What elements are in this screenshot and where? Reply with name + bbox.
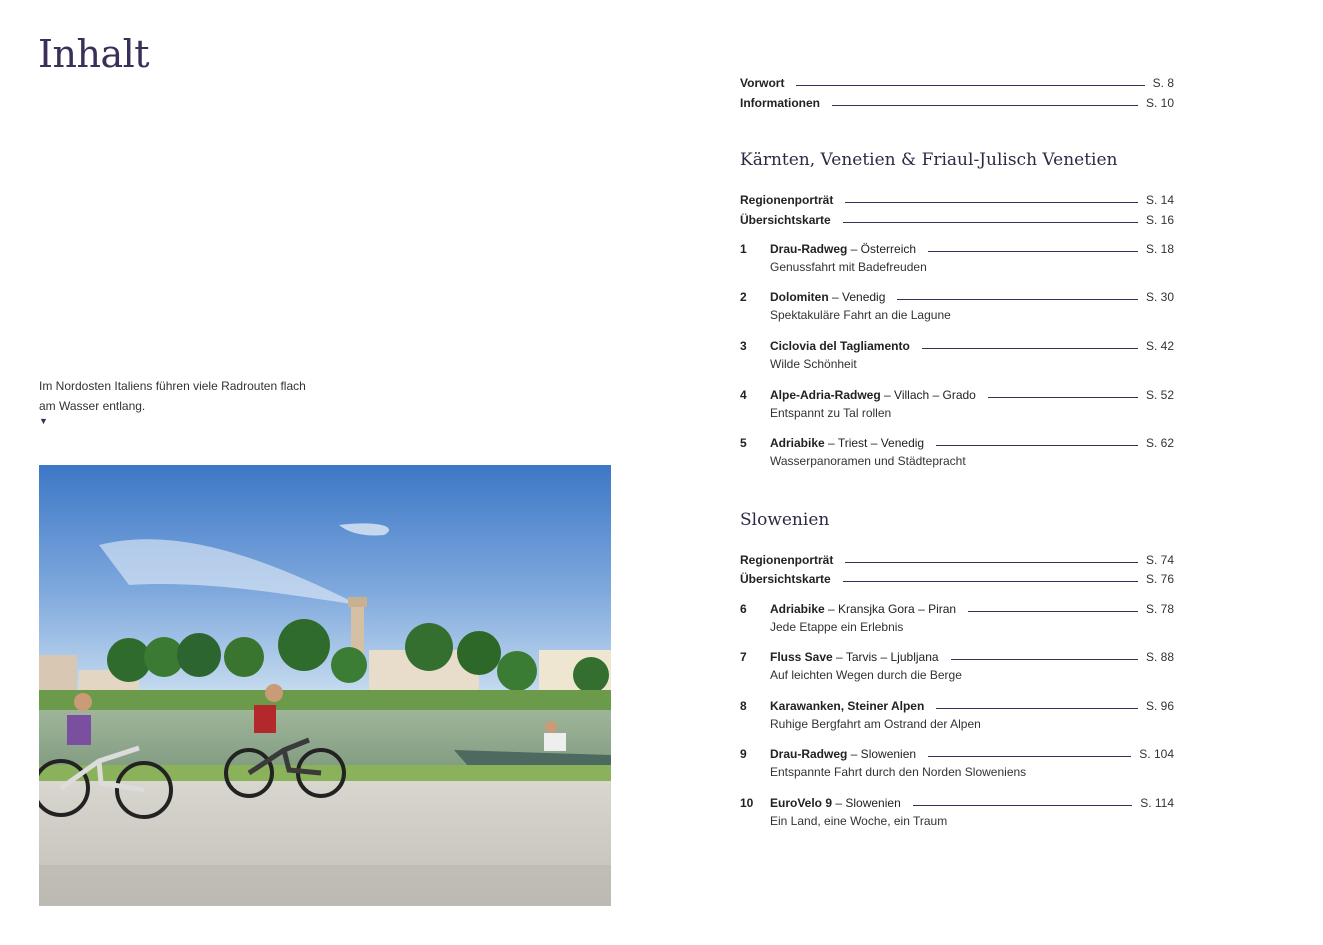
route-number: 10 [740,796,754,810]
caption-arrow-icon: ▼ [39,416,48,426]
leader-line [928,756,1131,757]
leader-line [913,805,1132,806]
route-number: 5 [740,436,747,450]
leader-line [832,105,1138,106]
toc-page: S. 16 [1145,213,1174,227]
leader-line [796,85,1144,86]
route-row [770,697,1174,715]
leader-line [968,611,1138,612]
route-destination: – Slowenien [832,796,901,810]
toc-route-entry[interactable] [740,697,1174,737]
toc-row-uebersichtskarte[interactable] [740,211,1174,229]
toc-page: S. 30 [1145,290,1174,304]
toc-page: S. 8 [1152,76,1174,90]
toc-route-entry[interactable] [740,240,1174,280]
route-name: Alpe-Adria-Radweg [770,388,881,402]
route-number: 1 [740,242,747,256]
route-number: 7 [740,650,747,664]
photo-caption [39,376,339,416]
leader-line [843,581,1138,582]
toc-label: Regionenporträt [740,553,834,567]
toc-page: S. 76 [1145,572,1174,586]
route-row [770,240,1174,258]
toc-label: Informationen [740,96,820,110]
route-destination: – Venedig [828,290,886,304]
route-title [770,242,916,256]
leader-line [897,299,1138,300]
page-title: Inhalt [38,32,150,76]
route-name: Drau-Radweg [770,747,848,761]
route-row [770,434,1174,452]
route-number: 6 [740,602,747,616]
route-number: 9 [740,747,747,761]
route-name: Karawanken, Steiner Alpen [770,699,925,713]
toc-page: S. 96 [1145,699,1174,713]
section-heading: Slowenien [740,510,830,530]
route-subtitle: Auf leichten Wegen durch die Berge [770,668,962,682]
route-row [770,648,1174,666]
leader-line [843,222,1138,223]
route-row [770,745,1174,763]
toc-page: S. 18 [1145,242,1174,256]
route-subtitle: Ruhige Bergfahrt am Ostrand der Alpen [770,717,981,731]
route-name: Fluss Save [770,650,833,664]
leader-line [928,251,1138,252]
leader-line [845,562,1138,563]
route-subtitle: Entspannte Fahrt durch den Norden Sloweniens [770,765,1027,779]
route-row [770,386,1174,404]
leader-line [845,202,1138,203]
toc-label: Übersichtskarte [740,572,831,586]
toc-page: S. 114 [1140,796,1174,810]
toc-route-entry[interactable] [740,794,1174,834]
toc-page: S. 10 [1145,96,1174,110]
route-title [770,436,924,450]
route-number: 2 [740,290,747,304]
toc-route-entry[interactable] [740,288,1174,328]
toc-page: S. 104 [1139,747,1174,761]
toc-label: Regionenporträt [740,193,834,207]
toc-route-entry[interactable] [740,386,1174,426]
route-destination: – Slowenien [847,747,917,761]
route-name: Adriabike [770,436,825,450]
route-name: EuroVelo 9 [770,796,833,810]
toc-route-entry[interactable] [740,745,1174,785]
route-title [770,650,939,664]
caption-line: am Wasser entlang. [39,399,146,413]
leader-line [936,708,1138,709]
route-subtitle: Entspannt zu Tal rollen [770,406,892,420]
toc-row-vorwort[interactable] [740,74,1174,92]
route-subtitle: Jede Etappe ein Erlebnis [770,620,904,634]
toc-row-regionenportraet[interactable] [740,551,1174,569]
route-destination: – Kransjka Gora – Piran [824,602,957,616]
toc-page: S. 74 [1145,553,1174,567]
route-title [770,796,901,810]
leader-line [922,348,1138,349]
route-row [770,337,1174,355]
route-destination: – Villach – Grado [880,388,976,402]
route-title [770,602,956,616]
toc-page: S. 52 [1145,388,1174,402]
toc-route-entry[interactable] [740,600,1174,640]
leader-line [936,445,1138,446]
route-name: Drau-Radweg [770,242,848,256]
route-row [770,288,1174,306]
toc-label: Vorwort [740,76,785,90]
toc-row-uebersichtskarte[interactable] [740,570,1174,588]
route-title [770,747,916,761]
route-subtitle: Genussfahrt mit Badefreuden [770,260,927,274]
route-subtitle: Ein Land, eine Woche, ein Traum [770,814,948,828]
toc-route-entry[interactable] [740,434,1174,474]
route-number: 3 [740,339,747,353]
toc-route-entry[interactable] [740,648,1174,688]
route-destination: – Triest – Venedig [824,436,925,450]
route-subtitle: Spektakuläre Fahrt an die Lagune [770,308,951,322]
toc-route-entry[interactable] [740,337,1174,377]
route-subtitle: Wasserpanoramen und Städtepracht [770,454,966,468]
leader-line [951,659,1138,660]
toc-row-informationen[interactable] [740,94,1174,112]
route-title [770,339,910,353]
route-number: 4 [740,388,747,402]
cycling-photo [39,465,611,906]
caption-line: Im Nordosten Italiens führen viele Radrouten flach [39,379,306,393]
toc-page: S. 88 [1145,650,1174,664]
leader-line [988,397,1138,398]
route-title [770,388,976,402]
section-heading: Kärnten, Venetien & Friaul-Julisch Venetien [740,150,1118,170]
toc-label: Übersichtskarte [740,213,831,227]
toc-page: S. 78 [1145,602,1174,616]
route-subtitle: Wilde Schönheit [770,357,857,371]
route-destination: – Österreich [847,242,917,256]
route-name: Adriabike [770,602,825,616]
toc-page: S. 42 [1145,339,1174,353]
route-title [770,699,924,713]
route-name: Dolomiten [770,290,829,304]
route-number: 8 [740,699,747,713]
route-row [770,600,1174,618]
toc-page: S. 14 [1145,193,1174,207]
route-name: Ciclovia del Tagliamento [770,339,910,353]
toc-row-regionenportraet[interactable] [740,191,1174,209]
route-destination: – Tarvis – Ljubljana [832,650,939,664]
route-title [770,290,885,304]
route-row [770,794,1174,812]
toc-page: S. 62 [1145,436,1174,450]
